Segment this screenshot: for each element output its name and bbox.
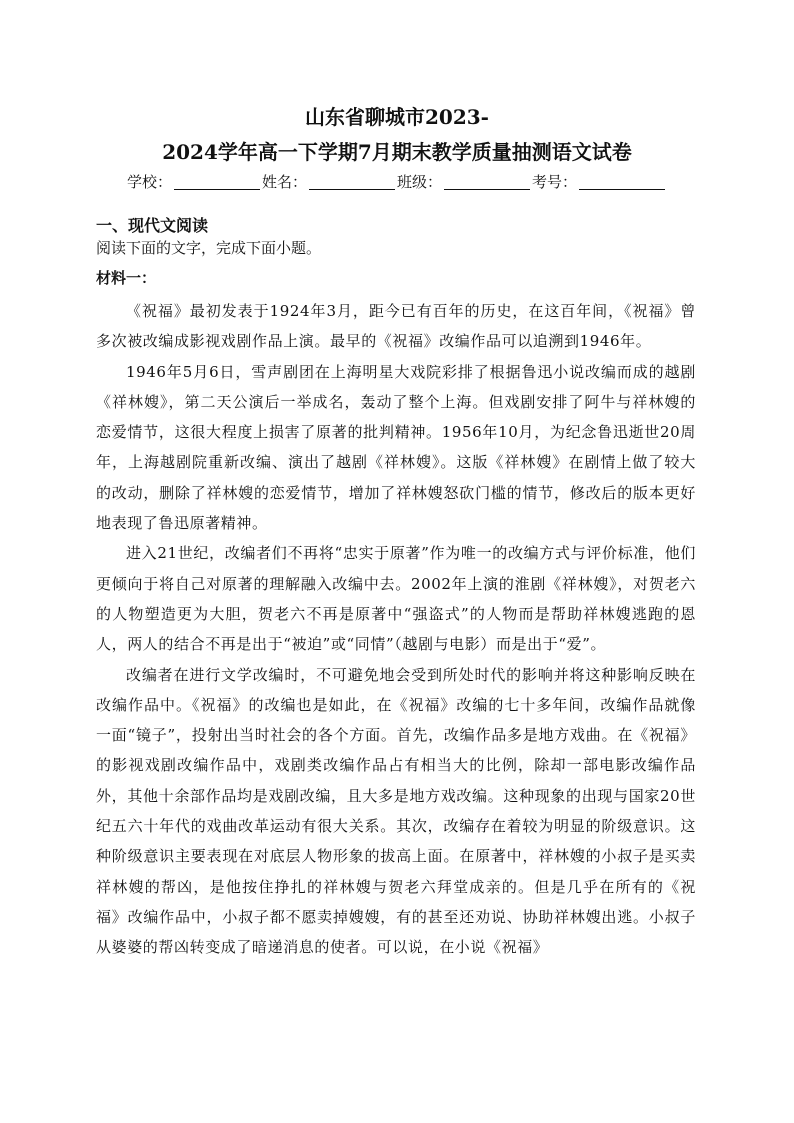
student-info-row xyxy=(0,172,794,192)
class-field xyxy=(397,172,532,192)
passage-paragraph: 《祝福》最初发表于1924年3月，距今已有百年的历史，在这百年间，《祝福》曾多次被改编成影视戏剧作品上演。最早的《祝福》改编作品可以追溯到1946年。 xyxy=(96,302,696,351)
name-blank[interactable] xyxy=(309,173,395,190)
name-field xyxy=(262,172,397,192)
exam-number-blank[interactable] xyxy=(579,173,665,190)
section-heading: 一、现代文阅读 xyxy=(96,216,209,235)
school-field xyxy=(127,172,262,192)
exam-title-line-2: 2024学年高一下学期7月期末教学质量抽测语文试卷 xyxy=(162,140,632,164)
passage-paragraph: 1946年5月6日，雪声剧团在上海明星大戏院彩排了根据鲁迅小说改编而成的越剧《祥林嫂》，第二天公演后一举成名，轰动了整个上海。但戏剧安排了阿牛与祥林嫂的恋爱情节，这很大程度上损害了原著的批判精神。1956年10月，为纪念鲁迅逝世20周年，上海越剧院重新改编、演出了越剧《祥林嫂》。这版《祥林嫂》在剧情上做了较大的改动，删除了祥林嫂的恋爱情节，增加了祥林嫂怒砍门槛的情节，修改后的版本更好地表现了鲁迅原著精神。 xyxy=(96,362,696,533)
passage-paragraph: 进入21世纪，改编者们不再将“忠实于原著”作为唯一的改编方式与评价标准，他们更倾向于将自己对原著的理解融入改编中去。2002年上演的淮剧《祥林嫂》，对贺老六的人物塑造更为大胆，贺老六不再是原著中“强盗式”的人物而是帮助祥林嫂逃跑的恩人，两人的结合不再是出于“被迫”或“同情”（越剧与电影）而是出于“爱”。 xyxy=(96,544,696,654)
exam-title-line-1: 山东省聊城市2023- xyxy=(305,105,489,129)
class-blank[interactable] xyxy=(444,173,530,190)
passage-paragraph: 改编者在进行文学改编时，不可避免地会受到所处时代的影响并将这种影响反映在改编作品中。《祝福》的改编也是如此，在《祝福》改编的七十多年间，改编作品就像一面“镜子”，投射出当时社会的各个方面。首先，改编作品多是地方戏曲。在《祝福》的影视戏剧改编作品中，戏剧类改编作品占有相当大的比例，除却一部电影改编作品外，其他十余部作品均是戏剧改编，且大多是地方戏改编。这种现象的出现与国家20世纪五六十年代的戏曲改革运动有很大关系。其次，改编存在着较为明显的阶级意识。这种阶级意识主要表现在对底层人物形象的拔高上面。在原著中，祥林嫂的小叔子是买卖祥林嫂的帮凶，是他按住挣扎的祥林嫂与贺老六拜堂成亲的。但是几乎在所有的《祝福》改编作品中，小叔子都不愿卖掉嫂嫂，有的甚至还劝说、协助祥林嫂出逃。小叔子从婆婆的帮凶转变成了暗递消息的使者。可以说，在小说《祝福》 xyxy=(96,665,696,957)
exam-number-field xyxy=(532,172,667,192)
reading-passage xyxy=(96,296,696,963)
school-blank[interactable] xyxy=(174,173,260,190)
exam-number-label: 考号： xyxy=(532,173,578,191)
material-label: 材料一： xyxy=(96,269,157,287)
section-instruction: 阅读下面的文字，完成下面小题。 xyxy=(96,239,322,257)
school-label: 学校： xyxy=(126,173,172,191)
class-label: 班级： xyxy=(397,173,443,191)
name-label: 姓名： xyxy=(261,173,307,191)
